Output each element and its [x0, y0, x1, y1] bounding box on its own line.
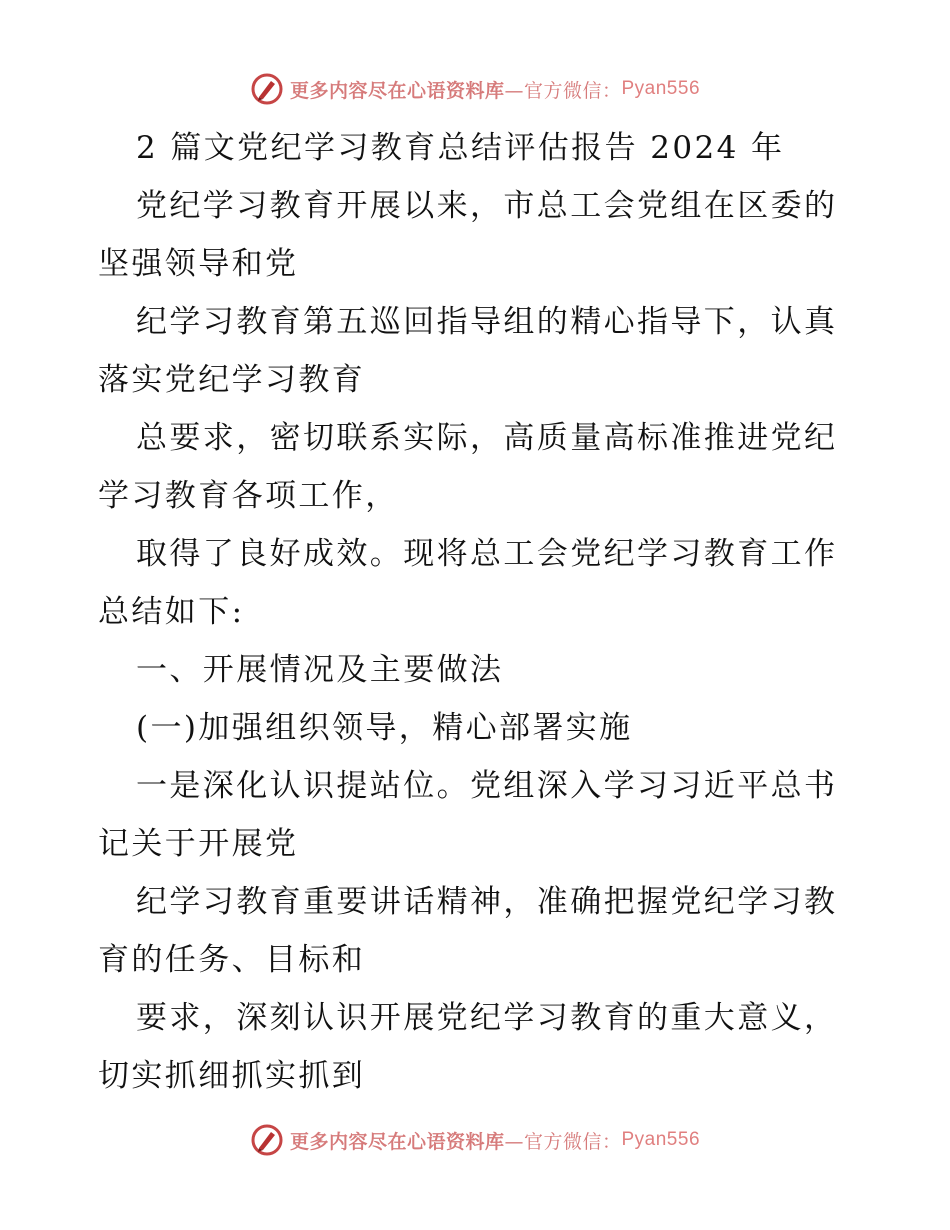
text-line: 要求，深刻认识开展党纪学习教育的重大意义， — [136, 1000, 838, 1036]
section-heading: 一、开展情况及主要做法 — [136, 652, 504, 688]
watermark-account: Pyan556 — [621, 1129, 701, 1150]
text-line: 坚强领导和党 — [98, 246, 299, 282]
text-line: 育的任务、目标和 — [98, 942, 366, 978]
text-line: 一是深化认识提站位。党组深入学习习近平总书 — [136, 768, 838, 804]
watermark-separator: —官方微信： — [504, 79, 622, 102]
text-line: 取得了良好成效。现将总工会党纪学习教育工作 — [136, 536, 838, 572]
document-body — [98, 119, 858, 1105]
watermark-separator: —官方微信： — [504, 1130, 622, 1153]
watermark-text: 更多内容尽在心语资料库 — [289, 79, 505, 102]
text-line: 总结如下: — [98, 594, 245, 630]
text-line: 切实抓细抓实抓到 — [98, 1058, 366, 1094]
text-line: 记关于开展党 — [98, 826, 299, 862]
text-line: 纪学习教育重要讲话精神，准确把握党纪学习教 — [136, 884, 838, 920]
watermark-text: 更多内容尽在心语资料库 — [289, 1130, 505, 1153]
text-line: 学习教育各项工作， — [98, 478, 399, 514]
header-watermark — [0, 72, 950, 106]
text-line: 落实党纪学习教育 — [98, 362, 366, 398]
text-line: 党纪学习教育开展以来，市总工会党组在区委的 — [136, 188, 838, 224]
watermark-account: Pyan556 — [621, 78, 701, 99]
subsection-heading: (一)加强组织领导，精心部署实施 — [136, 710, 633, 746]
text-line: 总要求，密切联系实际，高质量高标准推进党纪 — [136, 420, 838, 456]
text-line: 纪学习教育第五巡回指导组的精心指导下，认真 — [136, 304, 838, 340]
text-line: 2 篇文党纪学习教育总结评估报告 2024 年 — [136, 130, 785, 166]
pen-logo-icon — [250, 1123, 284, 1157]
footer-watermark — [0, 1123, 950, 1157]
pen-logo-icon — [250, 72, 284, 106]
